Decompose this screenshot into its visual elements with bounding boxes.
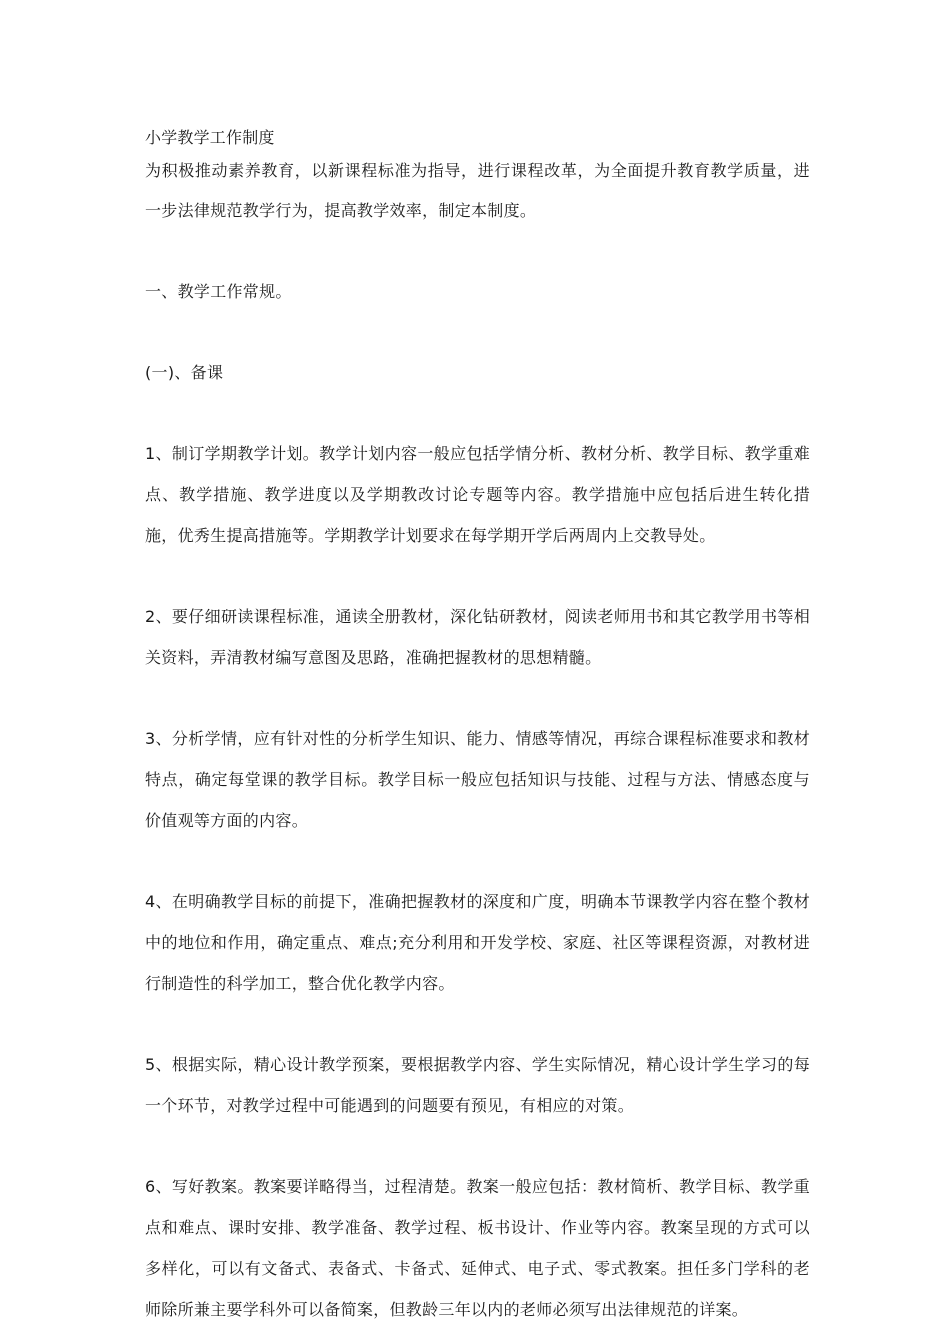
paragraph-5: 5、根据实际，精心设计教学预案，要根据教学内容、学生实际情况，精心设计学生学习的每一个环节，对教学过程中可能遇到的问题要有预见，有相应的对策。	[145, 1055, 810, 1115]
subsection-heading: (一)、备课	[145, 363, 224, 382]
section-heading: 一、教学工作常规。	[145, 282, 292, 301]
document-page	[145, 125, 810, 1330]
paragraph-1: 1、制订学期教学计划。教学计划内容一般应包括学情分析、教材分析、教学目标、教学重难点、教学措施、教学进度以及学期教改讨论专题等内容。教学措施中应包括后进生转化措施，优秀生提高措施等。学期教学计划要求在每学期开学后两周内上交教导处。	[145, 444, 810, 545]
document-title: 小学教学工作制度	[145, 128, 275, 147]
paragraph-3: 3、分析学情，应有针对性的分析学生知识、能力、情感等情况，再综合课程标准要求和教材特点，确定每堂课的教学目标。教学目标一般应包括知识与技能、过程与方法、情感态度与价值观等方面的内容。	[145, 729, 810, 830]
paragraph-6: 6、写好教案。教案要详略得当，过程清楚。教案一般应包括：教材简析、教学目标、教学重点和难点、课时安排、教学准备、教学过程、板书设计、作业等内容。教案呈现的方式可以多样化，可以有文备式、表备式、卡备式、延伸式、电子式、零式教案。担任多门学科的老师除所兼主要学科外可以备简案，但教龄三年以内的老师必须写出法律规范的详案。	[145, 1177, 810, 1319]
paragraph-2: 2、要仔细研读课程标准，通读全册教材，深化钻研教材，阅读老师用书和其它教学用书等相关资料，弄清教材编写意图及思路，准确把握教材的思想精髓。	[145, 607, 810, 667]
intro-paragraph: 为积极推动素养教育，以新课程标准为指导，进行课程改革，为全面提升教育教学质量，进一步法律规范教学行为，提高教学效率，制定本制度。	[145, 161, 810, 220]
paragraph-4: 4、在明确教学目标的前提下，准确把握教材的深度和广度，明确本节课教学内容在整个教材中的地位和作用，确定重点、难点;充分利用和开发学校、家庭、社区等课程资源，对教材进行制造性的科学加工，整合优化教学内容。	[145, 892, 810, 993]
